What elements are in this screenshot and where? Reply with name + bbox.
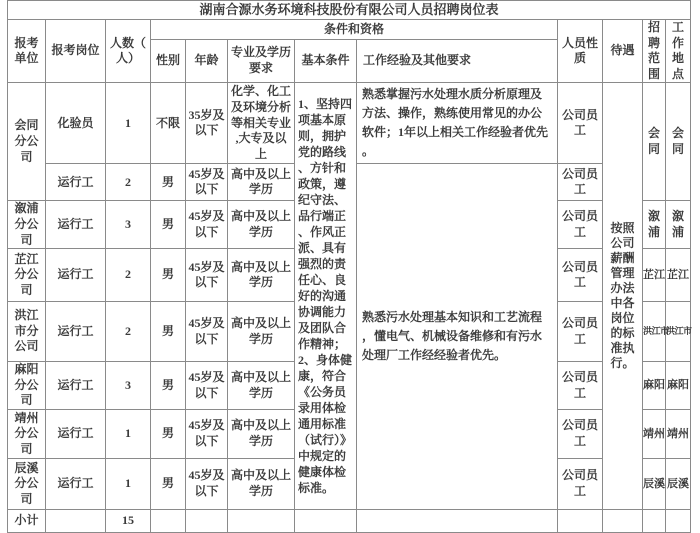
cell-personnel: 公司员工	[558, 201, 603, 249]
cell-major: 高中及以上学历	[228, 249, 295, 302]
subtotal-empty	[295, 509, 357, 532]
cell-scope: 洪江市	[643, 302, 666, 362]
cell-personnel: 公司员工	[558, 83, 603, 164]
col-header-position: 报考岗位	[46, 20, 106, 83]
cell-gender: 男	[151, 458, 186, 509]
cell-age: 45岁及以下	[186, 409, 228, 458]
cell-gender: 男	[151, 409, 186, 458]
cell-scope: 辰溪	[643, 458, 666, 509]
col-header-scope: 招聘范围	[643, 20, 666, 83]
cell-personnel: 公司员工	[558, 409, 603, 458]
subtotal-empty	[558, 509, 603, 532]
cell-position: 运行工	[46, 164, 106, 201]
cell-age: 45岁及以下	[186, 362, 228, 410]
cell-major: 高中及以上学历	[228, 409, 295, 458]
cell-scope: 会同	[643, 83, 666, 201]
cell-major: 化学、化工及环境分析等相关专业,大专及以上	[228, 83, 295, 164]
col-header-basic: 基本条件	[295, 39, 357, 83]
col-header-personnel-type: 人员性质	[558, 20, 603, 83]
cell-location: 会同	[666, 83, 691, 201]
cell-unit: 会同分公司	[8, 83, 46, 201]
cell-major: 高中及以上学历	[228, 164, 295, 201]
cell-location: 溆浦	[666, 201, 691, 249]
cell-major: 高中及以上学历	[228, 201, 295, 249]
cell-personnel: 公司员工	[558, 458, 603, 509]
cell-position: 运行工	[46, 409, 106, 458]
cell-gender: 男	[151, 302, 186, 362]
cell-position: 运行工	[46, 302, 106, 362]
basic-condition-1: 1、坚持四项基本原则，拥护党的路线、方针和政策，遵纪守法、品行端正、作风正派、具有强烈的责任心、良好的沟通协调能力及团队合作精神；	[298, 97, 353, 352]
cell-age: 45岁及以下	[186, 249, 228, 302]
cell-experience-operator: 熟悉污水处理基本知识和工艺流程，懂电气、机械设备维修和有污水处理厂工作经经验者优先。	[357, 164, 558, 510]
subtotal-empty	[603, 509, 643, 532]
cell-count: 1	[106, 83, 151, 164]
table-row	[8, 83, 691, 164]
cell-salary: 按照公司薪酬管理办法中各岗位的标准执行。	[603, 83, 643, 510]
cell-count: 3	[106, 362, 151, 410]
cell-major: 高中及以上学历	[228, 302, 295, 362]
cell-major: 高中及以上学历	[228, 362, 295, 410]
cell-count: 3	[106, 201, 151, 249]
cell-personnel: 公司员工	[558, 249, 603, 302]
col-header-gender: 性别	[151, 39, 186, 83]
cell-age: 45岁及以下	[186, 201, 228, 249]
cell-location: 辰溪	[666, 458, 691, 509]
cell-personnel: 公司员工	[558, 302, 603, 362]
cell-unit: 靖州分公司	[8, 409, 46, 458]
col-header-experience: 工作经验及其他要求	[357, 39, 558, 83]
cell-count: 2	[106, 164, 151, 201]
cell-major: 高中及以上学历	[228, 458, 295, 509]
cell-position: 运行工	[46, 362, 106, 410]
cell-unit: 溆浦分公司	[8, 201, 46, 249]
cell-unit: 辰溪分公司	[8, 458, 46, 509]
cell-gender: 男	[151, 164, 186, 201]
cell-location: 靖州	[666, 409, 691, 458]
cell-age: 45岁及以下	[186, 302, 228, 362]
col-header-conditions-group: 条件和资格	[151, 20, 558, 40]
cell-gender: 男	[151, 362, 186, 410]
col-header-location: 工作地点	[666, 20, 691, 83]
cell-position: 化验员	[46, 83, 106, 164]
subtotal-row	[8, 509, 691, 532]
subtotal-position-empty	[46, 509, 106, 532]
subtotal-empty	[357, 509, 558, 532]
col-header-salary: 待遇	[603, 20, 643, 83]
subtotal-empty	[643, 509, 666, 532]
col-header-count: 人数（人）	[106, 20, 151, 83]
cell-count: 1	[106, 458, 151, 509]
cell-location: 麻阳	[666, 362, 691, 410]
cell-unit: 芷江分公司	[8, 249, 46, 302]
cell-age: 45岁及以下	[186, 164, 228, 201]
cell-position: 运行工	[46, 201, 106, 249]
cell-position: 运行工	[46, 458, 106, 509]
cell-age: 45岁及以下	[186, 458, 228, 509]
col-header-age: 年龄	[186, 39, 228, 83]
basic-condition-2: 2、身体健康，符合《公务员录用体检通用标准（试行）》中规定的健康体检标准。	[298, 353, 353, 496]
cell-personnel: 公司员工	[558, 164, 603, 201]
col-header-unit: 报考单位	[8, 20, 46, 83]
cell-count: 1	[106, 409, 151, 458]
subtotal-empty	[151, 509, 186, 532]
table-title: 湖南合源水务环境科技股份有限公司人员招聘岗位表	[8, 1, 691, 20]
cell-count: 2	[106, 302, 151, 362]
subtotal-empty	[186, 509, 228, 532]
subtotal-count: 15	[106, 509, 151, 532]
cell-scope: 溆浦	[643, 201, 666, 249]
cell-position: 运行工	[46, 249, 106, 302]
cell-count: 2	[106, 249, 151, 302]
cell-scope: 靖州	[643, 409, 666, 458]
cell-age: 35岁及以下	[186, 83, 228, 164]
cell-scope: 麻阳	[643, 362, 666, 410]
cell-gender: 男	[151, 249, 186, 302]
cell-gender: 不限	[151, 83, 186, 164]
cell-location: 芷江	[666, 249, 691, 302]
recruitment-table	[7, 0, 691, 533]
cell-basic-conditions	[295, 83, 357, 510]
subtotal-empty	[666, 509, 691, 532]
subtotal-empty	[228, 509, 295, 532]
cell-location: 洪江市	[666, 302, 691, 362]
cell-unit: 洪江市分公司	[8, 302, 46, 362]
cell-personnel: 公司员工	[558, 362, 603, 410]
col-header-major: 专业及学历要求	[228, 39, 295, 83]
cell-gender: 男	[151, 201, 186, 249]
cell-unit: 麻阳分公司	[8, 362, 46, 410]
subtotal-label: 小计	[8, 509, 46, 532]
cell-experience-lab: 熟悉掌握污水处理水质分析原理及方法、操作，熟练使用常见的办公软件；1年以上相关工作经验者优先。	[357, 83, 558, 164]
cell-scope: 芷江	[643, 249, 666, 302]
